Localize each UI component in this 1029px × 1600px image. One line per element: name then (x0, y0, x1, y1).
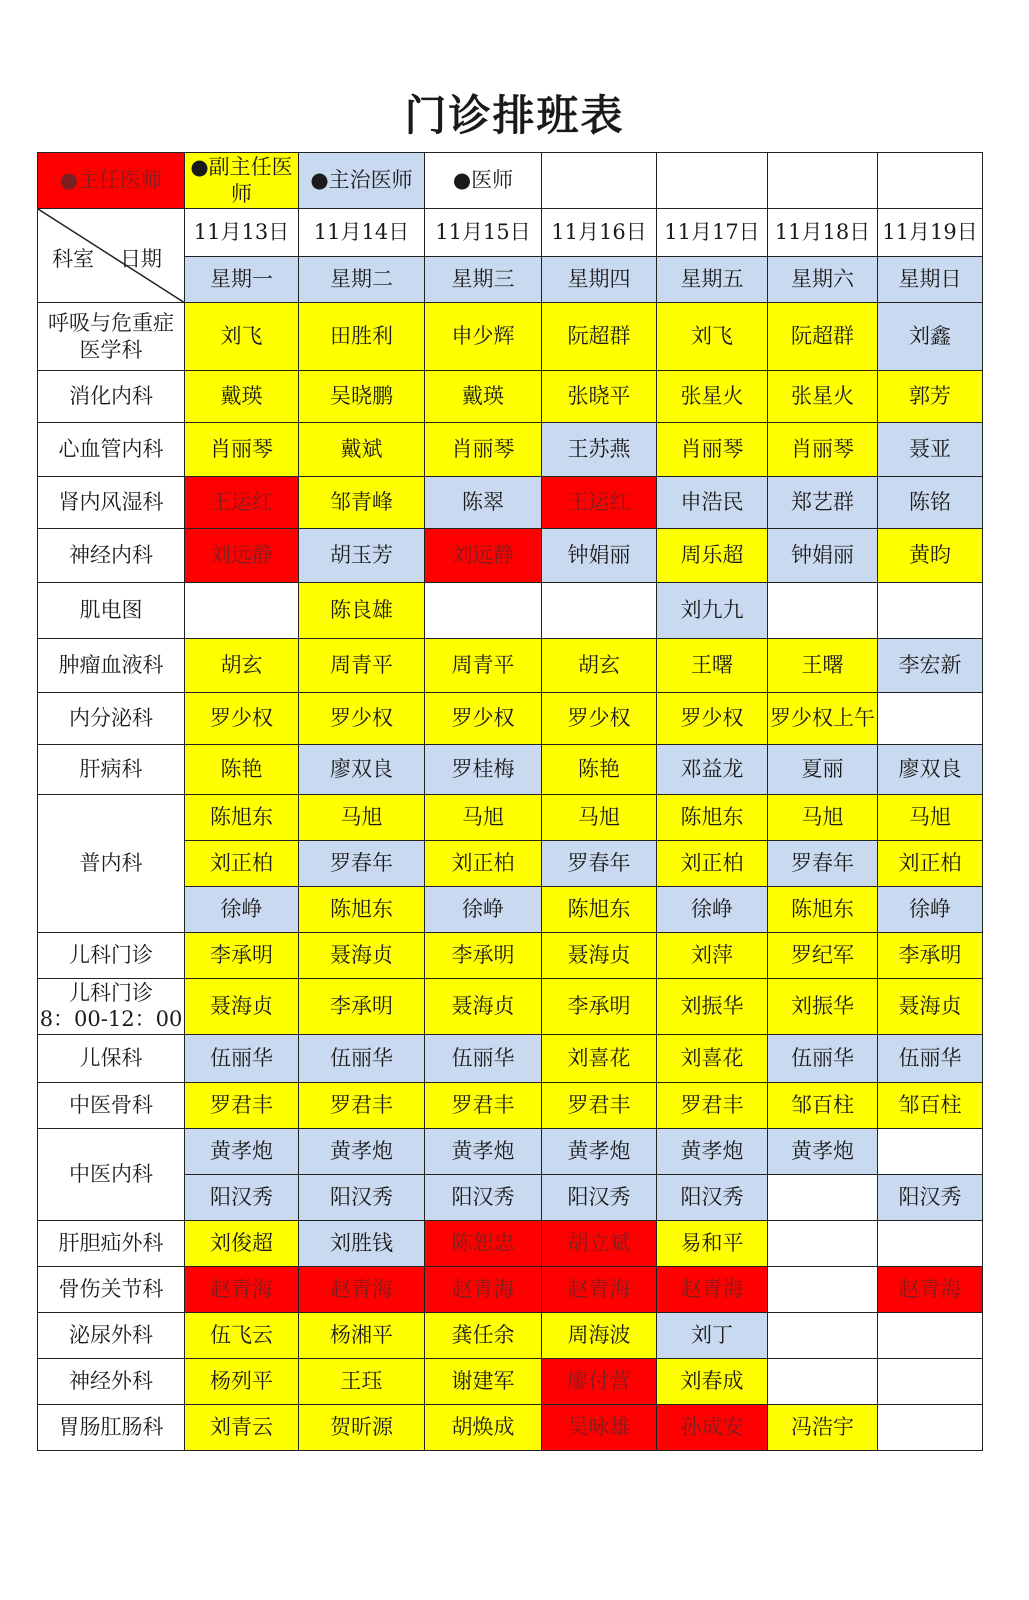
doctor-cell (878, 1221, 983, 1267)
department-label: 中医骨科 (69, 1092, 153, 1117)
department-label: 神经内科 (69, 542, 153, 567)
doctor-cell (878, 1359, 983, 1405)
doctor-cell: 赵青海 (185, 1267, 299, 1313)
legend-chief: ●主任医师 (38, 153, 185, 209)
doctor-cell: 陈恕忠 (425, 1221, 542, 1267)
doctor-cell: 罗春年 (299, 841, 425, 887)
department-name (38, 639, 185, 693)
doctor-cell: 王珏 (299, 1359, 425, 1405)
doctor-cell: 刘振华 (768, 979, 878, 1035)
doctor-cell: 杨湘平 (299, 1313, 425, 1359)
page-title: 门诊排班表 (404, 91, 625, 140)
doctor-cell (878, 1129, 983, 1175)
doctor-cell: 刘九九 (657, 583, 768, 639)
doctor-cell: 赵青海 (425, 1267, 542, 1313)
department-row (38, 477, 983, 529)
doctor-cell: 陈旭东 (542, 887, 657, 933)
legend-empty (657, 153, 768, 209)
doctor-cell (542, 583, 657, 639)
doctor-cell: 阳汉秀 (299, 1175, 425, 1221)
department-row (38, 1129, 983, 1175)
doctor-cell: 阳汉秀 (878, 1175, 983, 1221)
doctor-cell: 陈艳 (542, 745, 657, 795)
doctor-cell: 罗少权 (299, 693, 425, 745)
department-label: 肝胆疝外科 (58, 1230, 164, 1255)
department-label: 儿科门诊 (69, 942, 153, 967)
department-name (38, 1313, 185, 1359)
doctor-cell: 徐峥 (185, 887, 299, 933)
department-label: 心血管内科 (58, 436, 164, 461)
date-cell: 11月13日 (185, 209, 299, 257)
date-row (38, 209, 983, 257)
doctor-cell: 刘喜花 (657, 1035, 768, 1083)
doctor-cell: 马旭 (768, 795, 878, 841)
doctor-cell: 罗少权 (425, 693, 542, 745)
department-row (38, 423, 983, 477)
weekday-cell: 星期四 (542, 257, 657, 303)
department-row (38, 1359, 983, 1405)
weekday-cell: 星期日 (878, 257, 983, 303)
doctor-cell: 刘萍 (657, 933, 768, 979)
doctor-cell: 黄孝炮 (185, 1129, 299, 1175)
department-name (38, 979, 185, 1035)
doctor-cell: 戴瑛 (185, 371, 299, 423)
department-name (38, 423, 185, 477)
doctor-cell: 伍丽华 (185, 1035, 299, 1083)
department-label: 肌电图 (79, 597, 143, 622)
doctor-cell: 罗君丰 (542, 1083, 657, 1129)
doctor-cell (878, 1313, 983, 1359)
doctor-cell: 肖丽琴 (185, 423, 299, 477)
department-label: 中医内科 (69, 1161, 153, 1186)
department-row (38, 303, 983, 371)
doctor-cell: 陈铭 (878, 477, 983, 529)
department-label: 普内科 (79, 850, 143, 875)
doctor-cell: 徐峥 (425, 887, 542, 933)
doctor-cell: 马旭 (542, 795, 657, 841)
doctor-cell: 黄孝炮 (657, 1129, 768, 1175)
doctor-cell: 刘远静 (185, 529, 299, 583)
department-row (38, 639, 983, 693)
department-row (38, 1267, 983, 1313)
schedule-table (37, 152, 983, 1451)
department-name (38, 1129, 185, 1221)
doctor-cell: 黄孝炮 (542, 1129, 657, 1175)
department-row (38, 583, 983, 639)
doctor-cell: 马旭 (425, 795, 542, 841)
date-cell: 11月19日 (878, 209, 983, 257)
doctor-cell: 罗君丰 (657, 1083, 768, 1129)
doctor-cell: 阳汉秀 (657, 1175, 768, 1221)
department-row (38, 1221, 983, 1267)
doctor-cell: 肖丽琴 (425, 423, 542, 477)
doctor-cell: 田胜利 (299, 303, 425, 371)
doctor-cell: 刘胜钱 (299, 1221, 425, 1267)
doctor-cell: 肖丽琴 (657, 423, 768, 477)
doctor-cell: 冯浩宇 (768, 1405, 878, 1451)
doctor-cell: 罗君丰 (185, 1083, 299, 1129)
department-row (38, 933, 983, 979)
doctor-cell: 周乐超 (657, 529, 768, 583)
corner-header (38, 209, 185, 303)
doctor-cell: 胡焕成 (425, 1405, 542, 1451)
date-cell: 11月14日 (299, 209, 425, 257)
doctor-cell (768, 1313, 878, 1359)
department-label: 神经外科 (69, 1368, 153, 1393)
doctor-cell: 刘振华 (657, 979, 768, 1035)
date-cell: 11月18日 (768, 209, 878, 257)
department-label: 肾内风湿科 (58, 489, 164, 514)
doctor-cell: 戴瑛 (425, 371, 542, 423)
doctor-cell: 黄昀 (878, 529, 983, 583)
doctor-cell: 聂海贞 (425, 979, 542, 1035)
department-row (38, 1035, 983, 1083)
department-row (38, 1083, 983, 1129)
doctor-cell: 王运红 (185, 477, 299, 529)
doctor-cell (768, 1267, 878, 1313)
doctor-cell (878, 1405, 983, 1451)
doctor-cell (768, 1221, 878, 1267)
doctor-cell: 邹青峰 (299, 477, 425, 529)
doctor-cell (768, 583, 878, 639)
doctor-cell: 申少辉 (425, 303, 542, 371)
doctor-cell: 伍丽华 (299, 1035, 425, 1083)
doctor-cell: 李承明 (185, 933, 299, 979)
doctor-cell: 刘飞 (657, 303, 768, 371)
doctor-cell (878, 583, 983, 639)
department-row (38, 529, 983, 583)
department-name (38, 303, 185, 371)
doctor-cell: 赵青海 (299, 1267, 425, 1313)
department-label: 骨伤关节科 (58, 1276, 164, 1301)
department-name (38, 795, 185, 933)
department-name (38, 693, 185, 745)
doctor-cell: 刘正柏 (657, 841, 768, 887)
doctor-cell: 陈旭东 (185, 795, 299, 841)
department-label: 内分泌科 (69, 705, 153, 730)
doctor-cell: 刘春成 (657, 1359, 768, 1405)
doctor-cell: 聂海贞 (185, 979, 299, 1035)
doctor-cell: 吴晓鹏 (299, 371, 425, 423)
department-label: 儿科门诊 (69, 981, 153, 1006)
doctor-cell: 周海波 (542, 1313, 657, 1359)
doctor-cell: 廖双良 (299, 745, 425, 795)
doctor-cell: 刘正柏 (425, 841, 542, 887)
doctor-cell (768, 1359, 878, 1405)
doctor-cell: 聂海贞 (878, 979, 983, 1035)
doctor-cell: 罗少权 (542, 693, 657, 745)
doctor-cell: 廖付营 (542, 1359, 657, 1405)
department-name (38, 1035, 185, 1083)
doctor-cell: 陈旭东 (768, 887, 878, 933)
date-cell: 11月16日 (542, 209, 657, 257)
doctor-cell: 聂海贞 (299, 933, 425, 979)
doctor-cell: 张晓平 (542, 371, 657, 423)
doctor-cell: 刘喜花 (542, 1035, 657, 1083)
department-row (38, 979, 983, 1035)
doctor-cell: 胡玄 (542, 639, 657, 693)
weekday-cell: 星期六 (768, 257, 878, 303)
doctor-cell: 伍飞云 (185, 1313, 299, 1359)
doctor-cell: 李承明 (299, 979, 425, 1035)
department-row (38, 745, 983, 795)
doctor-cell: 罗君丰 (299, 1083, 425, 1129)
doctor-cell (878, 693, 983, 745)
doctor-cell: 肖丽琴 (768, 423, 878, 477)
doctor-cell: 赵青海 (542, 1267, 657, 1313)
doctor-cell: 易和平 (657, 1221, 768, 1267)
doctor-cell: 王曙 (768, 639, 878, 693)
doctor-cell: 王苏燕 (542, 423, 657, 477)
doctor-cell: 罗桂梅 (425, 745, 542, 795)
doctor-cell: 罗春年 (542, 841, 657, 887)
department-row (38, 1313, 983, 1359)
legend-associate-chief: ●副主任医师 (185, 153, 299, 209)
doctor-cell: 罗君丰 (425, 1083, 542, 1129)
legend-physician: ●医师 (425, 153, 542, 209)
department-sub-label: 8：00-12：00 (39, 1006, 183, 1031)
doctor-cell: 杨列平 (185, 1359, 299, 1405)
corner-dept-label: 科室 (52, 247, 94, 271)
weekday-cell: 星期三 (425, 257, 542, 303)
department-name (38, 1267, 185, 1313)
department-label: 泌尿外科 (69, 1322, 153, 1347)
department-name (38, 933, 185, 979)
doctor-cell: 伍丽华 (878, 1035, 983, 1083)
department-label: 儿保科 (79, 1045, 143, 1070)
doctor-cell: 王曙 (657, 639, 768, 693)
doctor-cell: 李承明 (542, 979, 657, 1035)
doctor-cell: 胡玄 (185, 639, 299, 693)
date-cell: 11月15日 (425, 209, 542, 257)
doctor-cell: 周青平 (299, 639, 425, 693)
doctor-cell: 刘正柏 (185, 841, 299, 887)
doctor-cell: 刘远静 (425, 529, 542, 583)
doctor-cell: 陈翠 (425, 477, 542, 529)
doctor-cell: 邹百柱 (768, 1083, 878, 1129)
doctor-cell: 刘正柏 (878, 841, 983, 887)
doctor-cell: 马旭 (878, 795, 983, 841)
department-name (38, 477, 185, 529)
doctor-cell: 罗少权 (185, 693, 299, 745)
department-name (38, 1221, 185, 1267)
doctor-cell: 周青平 (425, 639, 542, 693)
doctor-cell: 李承明 (425, 933, 542, 979)
legend-attending: ●主治医师 (299, 153, 425, 209)
legend-row (38, 153, 983, 209)
doctor-cell: 李宏新 (878, 639, 983, 693)
doctor-cell: 聂亚 (878, 423, 983, 477)
doctor-cell: 李承明 (878, 933, 983, 979)
department-label: 呼吸与危重症医学科 (48, 311, 174, 362)
doctor-cell: 王运红 (542, 477, 657, 529)
doctor-cell: 申浩民 (657, 477, 768, 529)
doctor-cell: 夏丽 (768, 745, 878, 795)
doctor-cell: 罗少权 (657, 693, 768, 745)
doctor-cell: 黄孝炮 (299, 1129, 425, 1175)
department-name (38, 1405, 185, 1451)
department-row (38, 795, 983, 841)
department-name (38, 1083, 185, 1129)
corner-date-label: 日期 (120, 247, 162, 271)
doctor-cell: 阮超群 (542, 303, 657, 371)
doctor-cell (768, 1175, 878, 1221)
date-cell: 11月17日 (657, 209, 768, 257)
department-name (38, 745, 185, 795)
department-label: 肿瘤血液科 (58, 652, 164, 677)
doctor-cell: 聂海贞 (542, 933, 657, 979)
doctor-cell: 阳汉秀 (425, 1175, 542, 1221)
doctor-cell: 刘青云 (185, 1405, 299, 1451)
doctor-cell: 贺昕源 (299, 1405, 425, 1451)
doctor-cell: 伍丽华 (425, 1035, 542, 1083)
department-row (38, 693, 983, 745)
department-name (38, 583, 185, 639)
doctor-cell: 刘鑫 (878, 303, 983, 371)
doctor-cell: 戴斌 (299, 423, 425, 477)
doctor-cell: 吴咏雄 (542, 1405, 657, 1451)
doctor-cell: 刘俊超 (185, 1221, 299, 1267)
doctor-cell: 钟娟丽 (768, 529, 878, 583)
doctor-cell: 黄孝炮 (768, 1129, 878, 1175)
department-name (38, 529, 185, 583)
doctor-cell: 陈良雄 (299, 583, 425, 639)
doctor-cell: 郭芳 (878, 371, 983, 423)
doctor-cell: 阳汉秀 (542, 1175, 657, 1221)
department-label: 胃肠肛肠科 (58, 1414, 164, 1439)
doctor-cell: 马旭 (299, 795, 425, 841)
legend-empty (768, 153, 878, 209)
doctor-cell: 罗春年 (768, 841, 878, 887)
doctor-cell: 徐峥 (878, 887, 983, 933)
doctor-cell: 陈艳 (185, 745, 299, 795)
doctor-cell: 罗纪军 (768, 933, 878, 979)
department-row (38, 1405, 983, 1451)
doctor-cell: 陈旭东 (299, 887, 425, 933)
weekday-cell: 星期一 (185, 257, 299, 303)
doctor-cell: 张星火 (657, 371, 768, 423)
doctor-cell: 阳汉秀 (185, 1175, 299, 1221)
doctor-cell: 郑艺群 (768, 477, 878, 529)
doctor-cell: 胡立斌 (542, 1221, 657, 1267)
doctor-cell: 钟娟丽 (542, 529, 657, 583)
doctor-cell: 黄孝炮 (425, 1129, 542, 1175)
doctor-cell: 伍丽华 (768, 1035, 878, 1083)
doctor-cell: 邹百柱 (878, 1083, 983, 1129)
weekday-cell: 星期五 (657, 257, 768, 303)
doctor-cell (185, 583, 299, 639)
doctor-cell: 刘飞 (185, 303, 299, 371)
weekday-cell: 星期二 (299, 257, 425, 303)
legend-empty (878, 153, 983, 209)
doctor-cell: 刘丁 (657, 1313, 768, 1359)
doctor-cell: 邓益龙 (657, 745, 768, 795)
doctor-cell: 张星火 (768, 371, 878, 423)
doctor-cell: 谢建军 (425, 1359, 542, 1405)
department-row (38, 371, 983, 423)
doctor-cell: 罗少权上午 (768, 693, 878, 745)
doctor-cell: 陈旭东 (657, 795, 768, 841)
department-name (38, 1359, 185, 1405)
doctor-cell: 胡玉芳 (299, 529, 425, 583)
doctor-cell (425, 583, 542, 639)
doctor-cell: 徐峥 (657, 887, 768, 933)
doctor-cell: 龚任余 (425, 1313, 542, 1359)
doctor-cell: 廖双良 (878, 745, 983, 795)
doctor-cell: 孙成安 (657, 1405, 768, 1451)
doctor-cell: 赵青海 (657, 1267, 768, 1313)
doctor-cell: 阮超群 (768, 303, 878, 371)
doctor-cell: 赵青海 (878, 1267, 983, 1313)
department-name (38, 371, 185, 423)
department-label: 消化内科 (69, 383, 153, 408)
department-label: 肝病科 (79, 756, 143, 781)
legend-empty (542, 153, 657, 209)
